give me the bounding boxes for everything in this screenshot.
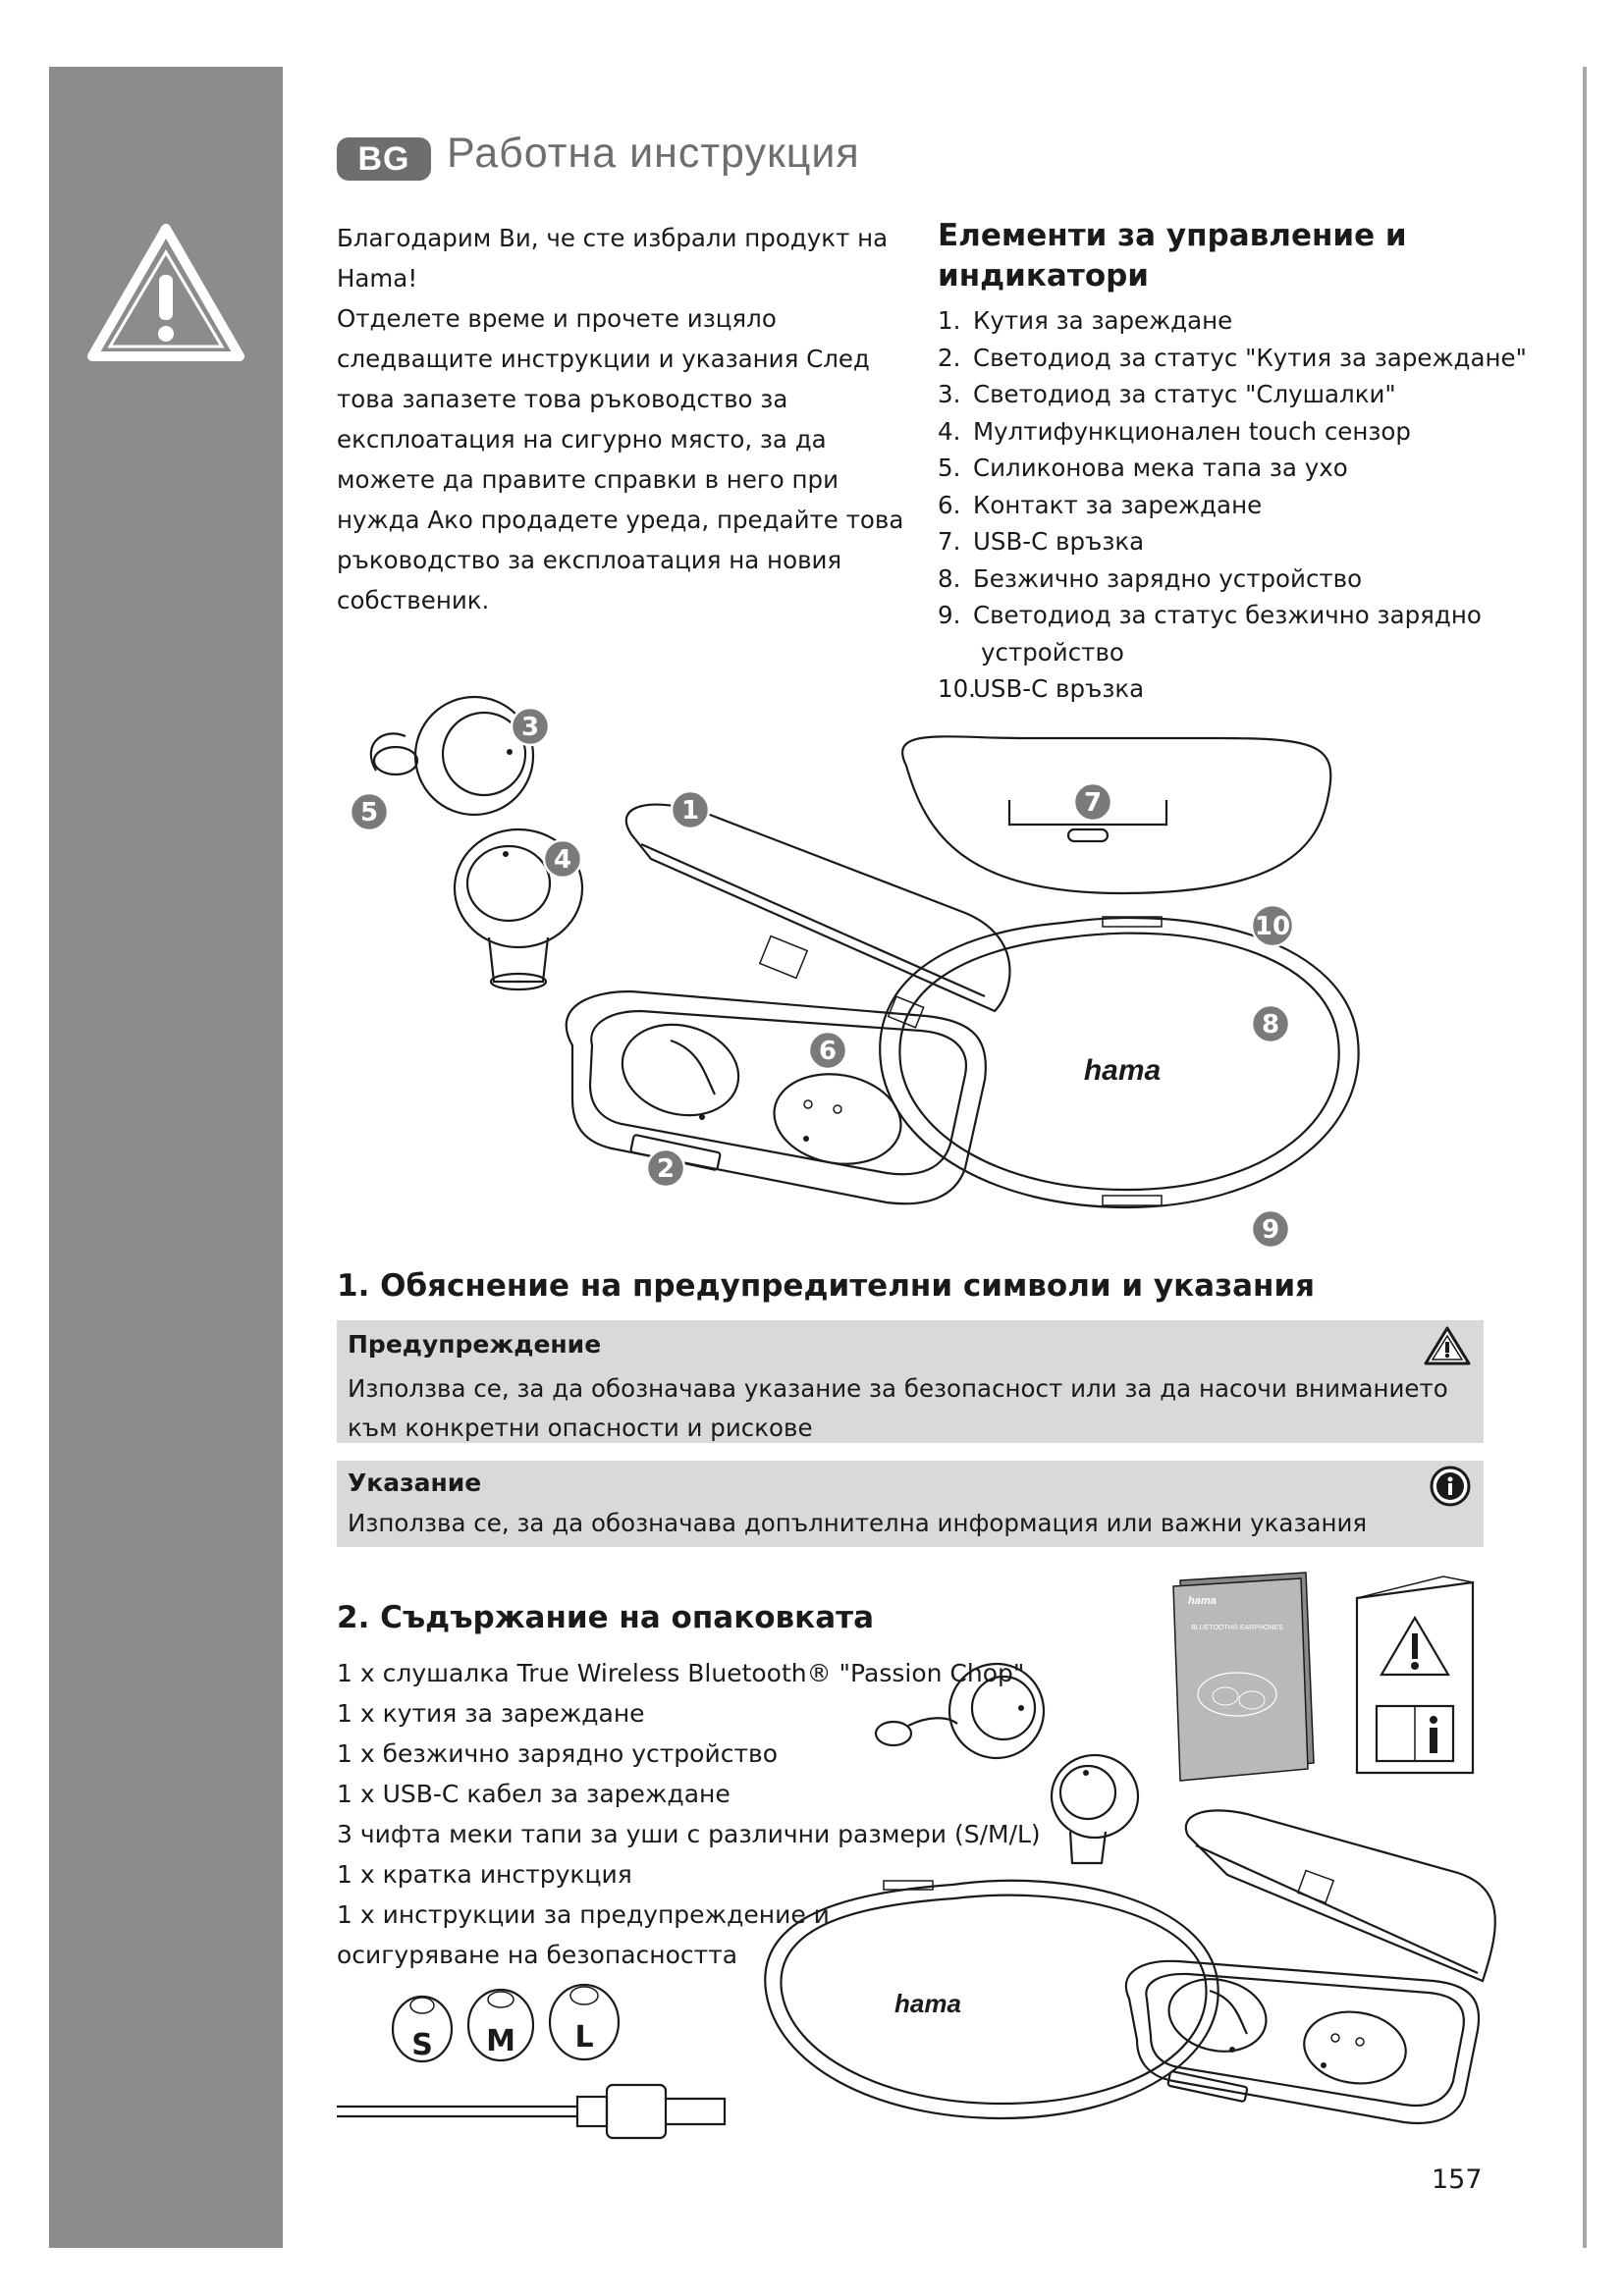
section-1-heading: 1. Обяснение на предупредителни символи и указания bbox=[337, 1268, 1316, 1304]
item-text: USB-C връзка bbox=[973, 674, 1145, 703]
item-number: 10. bbox=[938, 674, 976, 703]
brand-logo-text: hama bbox=[894, 1989, 961, 2018]
safety-leaflet-illustration bbox=[1357, 1576, 1473, 1773]
item-text: USB-C връзка bbox=[973, 527, 1145, 556]
intro-text bbox=[337, 218, 916, 620]
size-label: S bbox=[411, 2028, 433, 2062]
list-item: 3 чифта меки тапи за уши с различни размери (S/M/L) bbox=[337, 1820, 1041, 1848]
list-item bbox=[938, 450, 1546, 487]
section-2-heading: 2. Съдържание на опаковката bbox=[337, 1600, 874, 1635]
list-item bbox=[938, 597, 1546, 670]
document-title: Работна инструкция bbox=[447, 130, 860, 177]
wireless-charger-illustration bbox=[880, 917, 1358, 1207]
intro-paragraph-2: Отделете време и прочете изцяло следващите инструкции и указания След това запазете това ръководство за експлоатация на сигурно място, за да можете да правите справки в него при нужда Ако продадете уреда, предайте това ръководство за експлоатация на новия собственик. bbox=[337, 304, 904, 614]
charging-case-open-illustration bbox=[1126, 1810, 1495, 2123]
item-text-line1: Светодиод за статус безжично зарядно bbox=[973, 601, 1482, 629]
size-label: L bbox=[574, 2020, 594, 2055]
item-number: 2. bbox=[938, 343, 961, 372]
callout-9 bbox=[1252, 1210, 1289, 1248]
earbud-right-illustration bbox=[876, 1664, 1044, 1758]
callout-label: 1 bbox=[680, 796, 700, 826]
list-item: 1 x кратка инструкция bbox=[337, 1860, 632, 1889]
language-badge: BG bbox=[337, 137, 431, 181]
list-item: 1 x слушалка True Wireless Bluetooth® "Passion Chop" bbox=[337, 1659, 1025, 1687]
list-item bbox=[938, 413, 1546, 451]
list-item: 1 x инструкции за предупреждение и bbox=[337, 1900, 830, 1929]
controls-list bbox=[938, 302, 1546, 708]
note-label: Указание bbox=[348, 1468, 482, 1497]
list-item: 1 x кутия за зареждане bbox=[337, 1699, 645, 1728]
list-item bbox=[938, 340, 1546, 377]
intro-paragraph-1: Благодарим Ви, че сте избрали продукт на Hama! bbox=[337, 224, 889, 293]
eartip-large bbox=[550, 1985, 619, 2059]
warning-label: Предупреждение bbox=[348, 1330, 602, 1359]
charging-case-open-illustration bbox=[567, 805, 1010, 1204]
item-number: 9. bbox=[938, 601, 961, 629]
list-item: 1 x безжично зарядно устройство bbox=[337, 1739, 779, 1768]
right-margin-rule bbox=[1583, 67, 1587, 2248]
note-text: Използва се, за да обозначава допълнителна информация или важни указания bbox=[348, 1509, 1368, 1537]
callout-label: 4 bbox=[553, 845, 572, 875]
controls-heading: Елементи за управление и индикатори bbox=[938, 218, 1407, 294]
warning-icon bbox=[1423, 1325, 1472, 1366]
list-item bbox=[938, 302, 1546, 340]
callout-2 bbox=[647, 1149, 684, 1187]
info-icon bbox=[1429, 1465, 1472, 1508]
item-text: Мултифункционален touch сензор bbox=[973, 416, 1411, 446]
item-number: 7. bbox=[938, 527, 961, 556]
callout-10 bbox=[1252, 905, 1293, 946]
note-box bbox=[337, 1461, 1484, 1547]
item-text: Кутия за зареждане bbox=[973, 306, 1233, 335]
eartips-illustration bbox=[388, 1978, 643, 2066]
item-number: 8. bbox=[938, 563, 961, 593]
item-text: Силиконова мека тапа за ухо bbox=[973, 454, 1348, 482]
earbud-right-illustration bbox=[371, 697, 533, 815]
list-item bbox=[938, 487, 1546, 524]
brand-logo-text: hama bbox=[1083, 1054, 1162, 1087]
sidebar-band bbox=[49, 67, 283, 2248]
item-text: Контакт за зареждане bbox=[973, 490, 1263, 519]
callout-label: 3 bbox=[520, 713, 540, 742]
manual-subtitle-text: BLUETOOTH® EARPHONES bbox=[1191, 1625, 1283, 1631]
list-item bbox=[938, 523, 1546, 561]
item-number: 4. bbox=[938, 416, 961, 446]
item-text: Светодиод за статус "Слушалки" bbox=[973, 380, 1396, 408]
item-text: Светодиод за статус "Кутия за зареждане" bbox=[973, 343, 1527, 372]
callout-label: 7 bbox=[1083, 788, 1103, 818]
size-label: M bbox=[486, 2024, 515, 2058]
manual-booklet-illustration bbox=[1173, 1573, 1314, 1781]
callout-label: 10 bbox=[1254, 912, 1291, 941]
item-text-line2: устройство bbox=[981, 637, 1124, 667]
eartip-small bbox=[393, 1997, 452, 2062]
earbud-left-illustration bbox=[1052, 1755, 1138, 1863]
page-number: 157 bbox=[1432, 2164, 1483, 2195]
item-text: Безжично зарядно устройство bbox=[973, 563, 1363, 593]
manual-brand-text: hama bbox=[1188, 1595, 1217, 1607]
warning-triangle-icon bbox=[86, 221, 245, 363]
item-text bbox=[973, 597, 1546, 670]
package-illustration bbox=[756, 1569, 1502, 2128]
callout-6 bbox=[809, 1032, 846, 1069]
callout-label: 2 bbox=[656, 1154, 676, 1184]
callout-5 bbox=[351, 793, 388, 830]
callout-1 bbox=[672, 791, 709, 828]
charging-case-back-illustration bbox=[902, 736, 1330, 893]
callout-8 bbox=[1252, 1005, 1289, 1042]
usb-c-cable-illustration bbox=[337, 2071, 730, 2150]
item-number: 5. bbox=[938, 454, 961, 482]
wireless-charger-illustration bbox=[765, 1881, 1218, 2118]
item-number: 1. bbox=[938, 306, 961, 335]
warning-box bbox=[337, 1320, 1484, 1443]
callout-7 bbox=[1074, 783, 1111, 821]
callout-label: 8 bbox=[1261, 1010, 1280, 1040]
callout-label: 5 bbox=[359, 798, 379, 828]
list-item bbox=[938, 376, 1546, 413]
callout-label: 9 bbox=[1261, 1215, 1280, 1245]
product-diagram bbox=[337, 687, 1486, 1256]
callout-4 bbox=[544, 840, 581, 878]
callout-label: 6 bbox=[818, 1037, 838, 1066]
list-item: 1 x USB-C кабел за зареждане bbox=[337, 1780, 731, 1808]
list-item: осигуряване на безопасността bbox=[337, 1941, 738, 1969]
warning-text: Използва се, за да обозначава указание за безопасност или за да насочи вниманието към конкретни опасности и рискове bbox=[348, 1374, 1448, 1442]
item-number: 6. bbox=[938, 490, 961, 519]
list-item bbox=[938, 561, 1546, 598]
callout-3 bbox=[512, 708, 549, 745]
item-number: 3. bbox=[938, 380, 961, 408]
eartip-medium bbox=[468, 1990, 533, 2060]
